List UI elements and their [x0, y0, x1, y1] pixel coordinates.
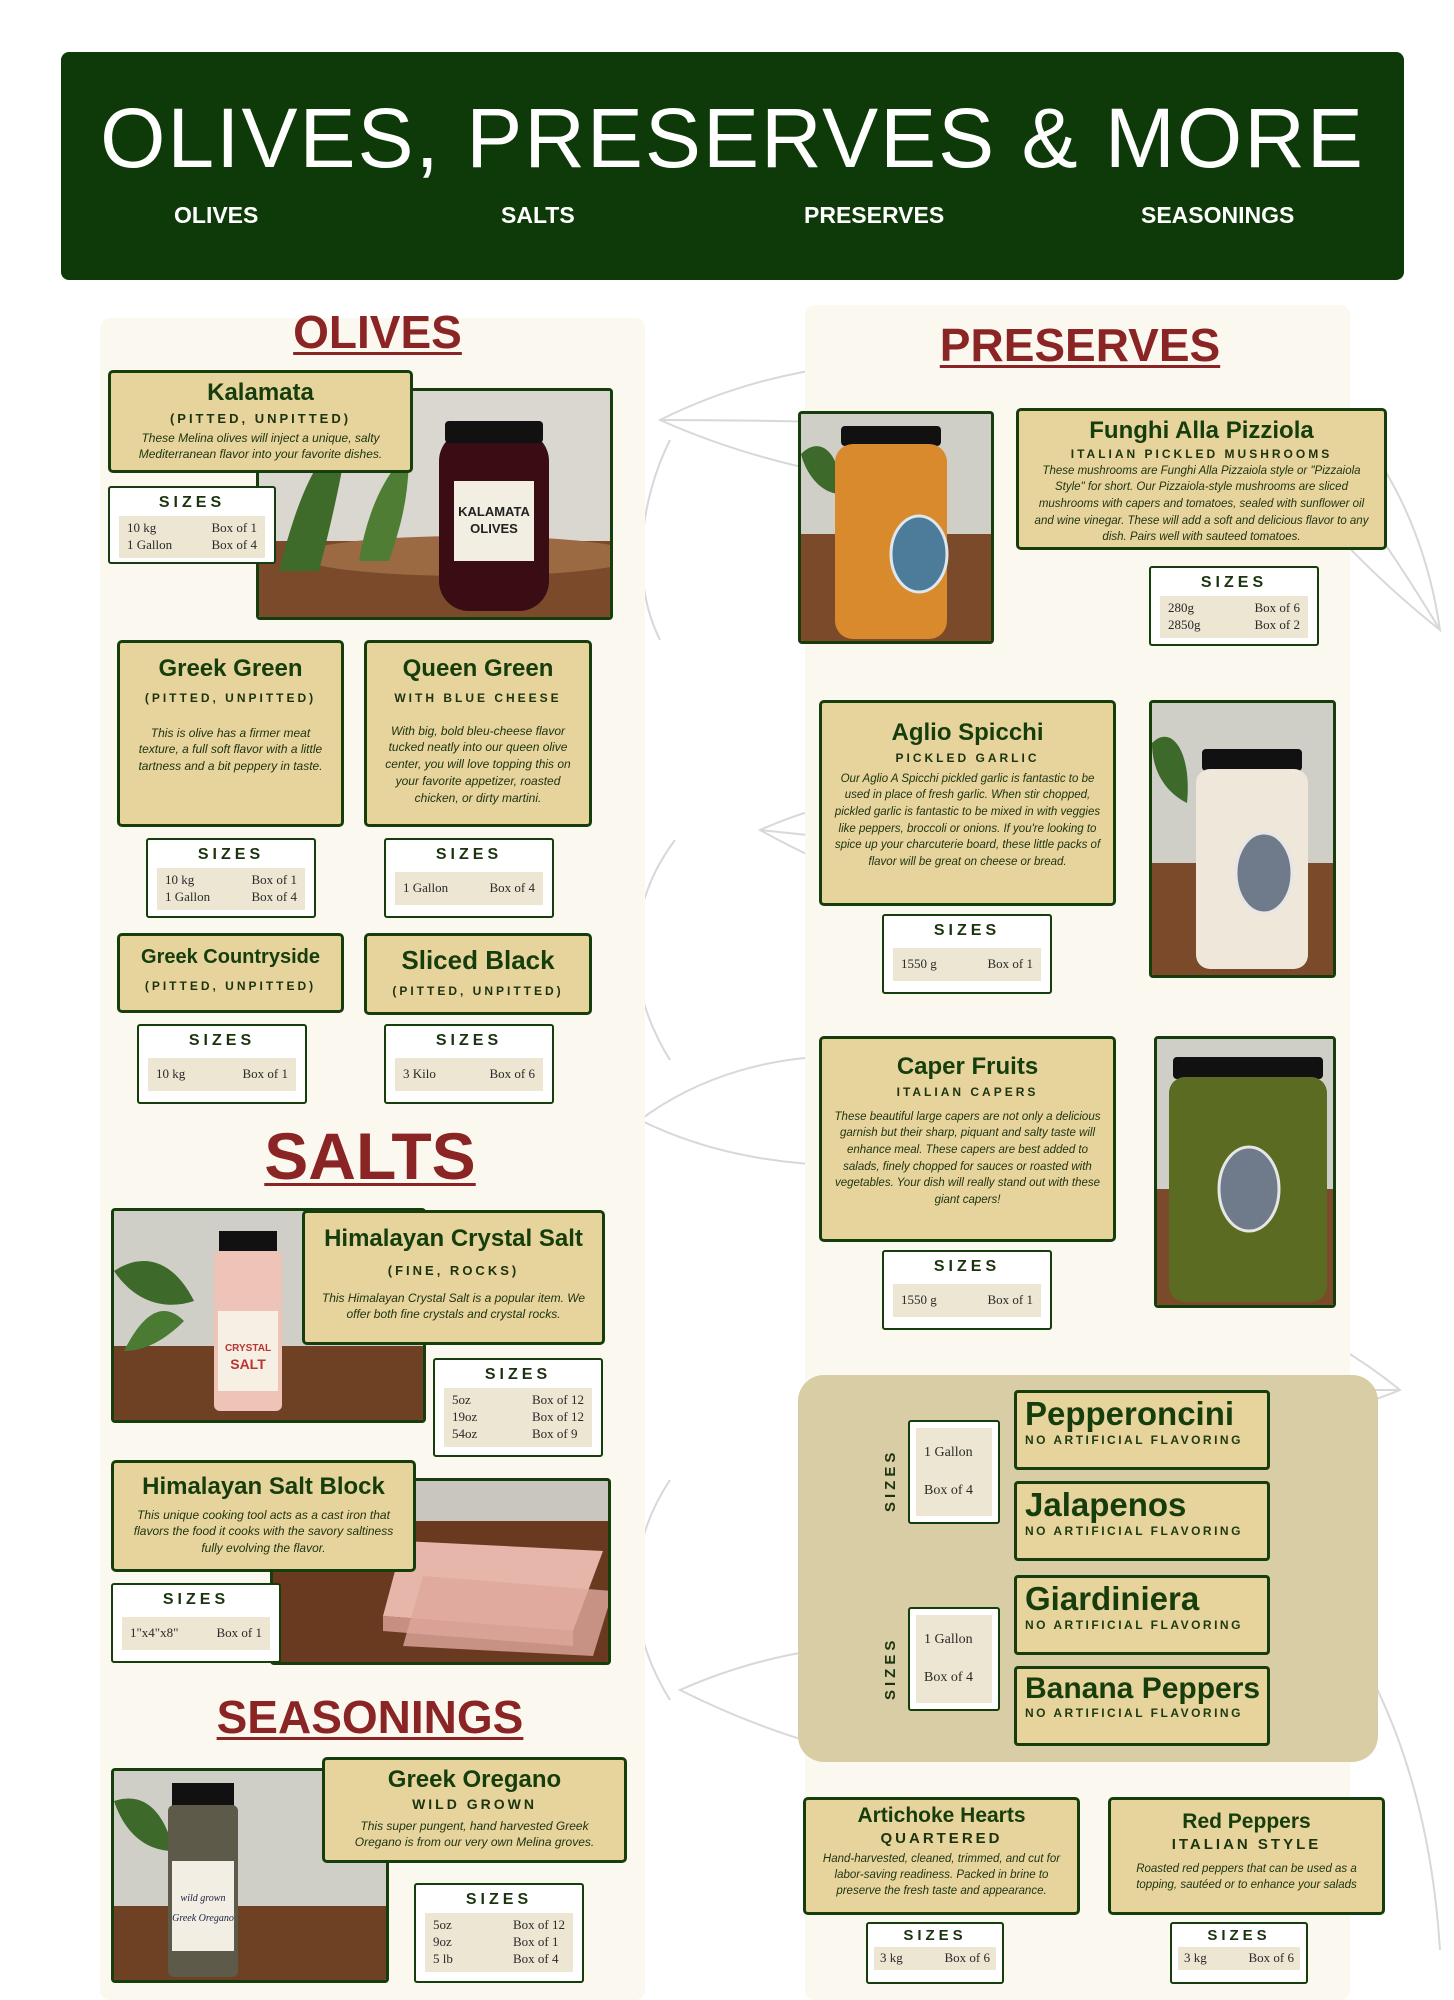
preserves-title: PRESERVES: [939, 319, 1221, 371]
salt-block-sizes: SIZES 1"x4"x8" Box of 1: [111, 1583, 281, 1663]
queen-green-name: Queen Green: [402, 655, 554, 682]
salt-block-card: [111, 1460, 416, 1572]
nav-salts[interactable]: SALTS: [501, 202, 575, 228]
greek-green-sub: (PITTED, UNPITTED): [144, 690, 317, 705]
peppers-sizes-label-top: SIZES: [882, 1448, 899, 1512]
artichoke-card: [803, 1797, 1080, 1915]
sliced-black-card: [364, 933, 592, 1015]
red-peppers-name: Red Peppers: [1182, 1810, 1311, 1833]
countryside-sizes: SIZES 10 kg Box of 1: [137, 1024, 307, 1104]
red-peppers-sizes: SIZES 3 kg Box of 6: [1170, 1922, 1308, 1984]
svg-text:wild grown: wild grown: [180, 1893, 226, 1904]
red-peppers-sub: ITALIAN STYLE: [1171, 1836, 1322, 1854]
page-title: OLIVES, PRESERVES & MORE: [100, 91, 1365, 185]
banana-peppers-card: Banana Peppers NO ARTIFICIAL FLAVORING: [1014, 1666, 1270, 1746]
countryside-card: [117, 933, 344, 1013]
artichoke-desc: Hand-harvested, cleaned, trimmed, and cut for labor-saving readiness. Packed in brine to preserve the fresh taste and appearance.: [822, 1853, 1061, 1898]
queen-green-sub: WITH BLUE CHEESE: [394, 690, 562, 705]
crystal-salt-sub: (FINE, ROCKS): [387, 1262, 520, 1278]
header-banner: [61, 52, 1404, 280]
crystal-salt-card: [302, 1210, 605, 1345]
jalapenos-name: Jalapenos: [1025, 1486, 1187, 1523]
pepperoncini-card: Pepperoncini NO ARTIFICIAL FLAVORING: [1014, 1390, 1270, 1470]
funghi-sub: ITALIAN PICKLED MUSHROOMS: [1070, 446, 1333, 461]
crystal-salt-sizes: SIZES 5oz 19oz 54oz Box of 12 Box of 12 Box of 9: [433, 1358, 603, 1457]
kalamata-name: Kalamata: [207, 379, 314, 406]
nav-olives[interactable]: OLIVES: [174, 202, 259, 228]
caper-photo: [1154, 1036, 1336, 1308]
caper-sub: ITALIAN CAPERS: [896, 1084, 1039, 1099]
kalamata-desc: These Melina olives will inject a unique, salty Mediterranean flavor into your favorite dishes.: [138, 430, 383, 462]
peppers-sizes-label-bottom: SIZES: [882, 1636, 899, 1700]
nav-seasonings[interactable]: SEASONINGS: [1141, 202, 1295, 228]
crystal-salt-desc: This Himalayan Crystal Salt is a popular item. We offer both fine crystals and crystal rocks.: [321, 1290, 586, 1322]
salts-title: SALTS: [264, 1119, 476, 1193]
queen-green-card: [364, 640, 592, 827]
sliced-black-sizes: SIZES 3 Kilo Box of 6: [384, 1024, 554, 1104]
funghi-photo: [798, 411, 994, 644]
nav-preserves[interactable]: PRESERVES: [804, 202, 945, 228]
funghi-desc: These mushrooms are Funghi Alla Pizzaiola style or "Pizzaiola Style" for short. Our Pizzaiola-style mushrooms are sliced mushrooms with capers and tomatoes, sealed with sunflower oil and wine vinegar. These will add a soft and delicious flavor to any dish. Pairs well with sauteed tomatoes.: [1034, 464, 1369, 544]
peppers-sizes-top: 1 Gallon Box of 4: [908, 1420, 1000, 1524]
salt-block-desc: This unique cooking tool acts as a cast iron that flavors the food it cooks with the savory saltiness fully evolving the flavor.: [133, 1507, 394, 1556]
aglio-desc: Our Aglio A Spicchi pickled garlic is fantastic to be used in place of fresh garlic. When stir chopped, pickled garlic is fantastic to be mixed in with veggies like peppers, broccoli or onions. If you're looking to spice up your charcuterie board, these little packs of flavor will be great on cheese or bread.: [834, 772, 1101, 868]
aglio-sub: PICKLED GARLIC: [895, 750, 1040, 765]
artichoke-name: Artichoke Hearts: [857, 1804, 1026, 1827]
crystal-salt-name: Himalayan Crystal Salt: [324, 1225, 583, 1252]
funghi-card: [1016, 408, 1387, 550]
seasonings-title: SEASONINGS: [216, 1691, 524, 1743]
aglio-photo: [1149, 700, 1336, 978]
sliced-black-name: Sliced Black: [401, 945, 555, 975]
kalamata-sub: (PITTED, UNPITTED): [169, 410, 352, 426]
queen-green-desc: With big, bold bleu-cheese flavor tucked neatly into our queen olive center, you will love topping this on your favorite appetizer, roasted chicken, or dirty martini.: [385, 723, 571, 805]
svg-text:SALT: SALT: [230, 1356, 266, 1372]
red-peppers-card: [1108, 1797, 1385, 1915]
countryside-sub: (PITTED, UNPITTED): [144, 979, 317, 993]
giardiniera-card: Giardiniera NO ARTIFICIAL FLAVORING: [1014, 1575, 1270, 1655]
peppers-sizes-bottom: 1 Gallon Box of 4: [908, 1607, 1000, 1711]
svg-text:OLIVES: OLIVES: [470, 521, 518, 536]
artichoke-sub: QUARTERED: [880, 1830, 1003, 1848]
sliced-black-sub: (PITTED, UNPITTED): [392, 983, 564, 998]
svg-text:KALAMATA: KALAMATA: [458, 504, 530, 519]
giardiniera-name: Giardiniera: [1025, 1580, 1200, 1617]
aglio-sizes: SIZES 1550 g Box of 1: [882, 914, 1052, 994]
kalamata-card: [108, 370, 413, 473]
caper-name: Caper Fruits: [896, 1053, 1039, 1080]
countryside-name: Greek Countryside: [141, 946, 320, 968]
oregano-card: [322, 1757, 627, 1863]
aglio-name: Aglio Spicchi: [891, 719, 1044, 746]
pepperoncini-name: Pepperoncini: [1025, 1395, 1235, 1432]
caper-card: [819, 1036, 1116, 1242]
queen-green-sizes: SIZES 1 Gallon Box of 4: [384, 838, 554, 918]
jalapenos-card: Jalapenos NO ARTIFICIAL FLAVORING: [1014, 1481, 1270, 1561]
red-peppers-desc: Roasted red peppers that can be used as a topping, sautéed or to enhance your salads: [1136, 1863, 1357, 1892]
svg-text:Greek Oregano: Greek Oregano: [172, 1913, 234, 1924]
funghi-name: Funghi Alla Pizziola: [1089, 417, 1314, 444]
oregano-name: Greek Oregano: [387, 1766, 562, 1793]
salt-block-name: Himalayan Salt Block: [142, 1473, 385, 1500]
greek-green-name: Greek Green: [158, 655, 303, 682]
greek-green-card: [117, 640, 344, 827]
svg-text:CRYSTAL: CRYSTAL: [224, 1343, 272, 1354]
greek-green-desc: This is olive has a firmer meat texture, a full soft flavor with a little tartness and a bit peppery in taste.: [138, 725, 323, 774]
olives-title: OLIVES: [293, 306, 462, 358]
kalamata-sizes: SIZES 10 kg 1 Gallon Box of 1 Box of 4: [108, 486, 276, 564]
oregano-sub: WILD GROWN: [412, 1795, 537, 1812]
sizes-label: SIZES: [158, 494, 226, 511]
caper-desc: These beautiful large capers are not only a delicious garnish but their sharp, piquant and salty taste will enhance meal. These capers are best added to salads, finely chopped for sauces or roasted with vegetables. Your dish will really stand out with these giant capers!: [834, 1110, 1101, 1206]
oregano-sizes: SIZES 5oz 9oz 5 lb Box of 12 Box of 1 Box of 4: [414, 1883, 584, 1983]
aglio-card: [819, 700, 1116, 906]
banana-peppers-name: Banana Peppers: [1025, 1672, 1261, 1705]
funghi-sizes: SIZES 280g 2850g Box of 6 Box of 2: [1149, 566, 1319, 646]
greek-green-sizes: SIZES 10 kg 1 Gallon Box of 1 Box of 4: [146, 838, 316, 918]
oregano-desc: This super pungent, hand harvested Greek Oregano is from our very own Melina groves.: [354, 1818, 595, 1850]
caper-sizes: SIZES 1550 g Box of 1: [882, 1250, 1052, 1330]
artichoke-sizes: SIZES 3 kg Box of 6: [866, 1922, 1004, 1984]
